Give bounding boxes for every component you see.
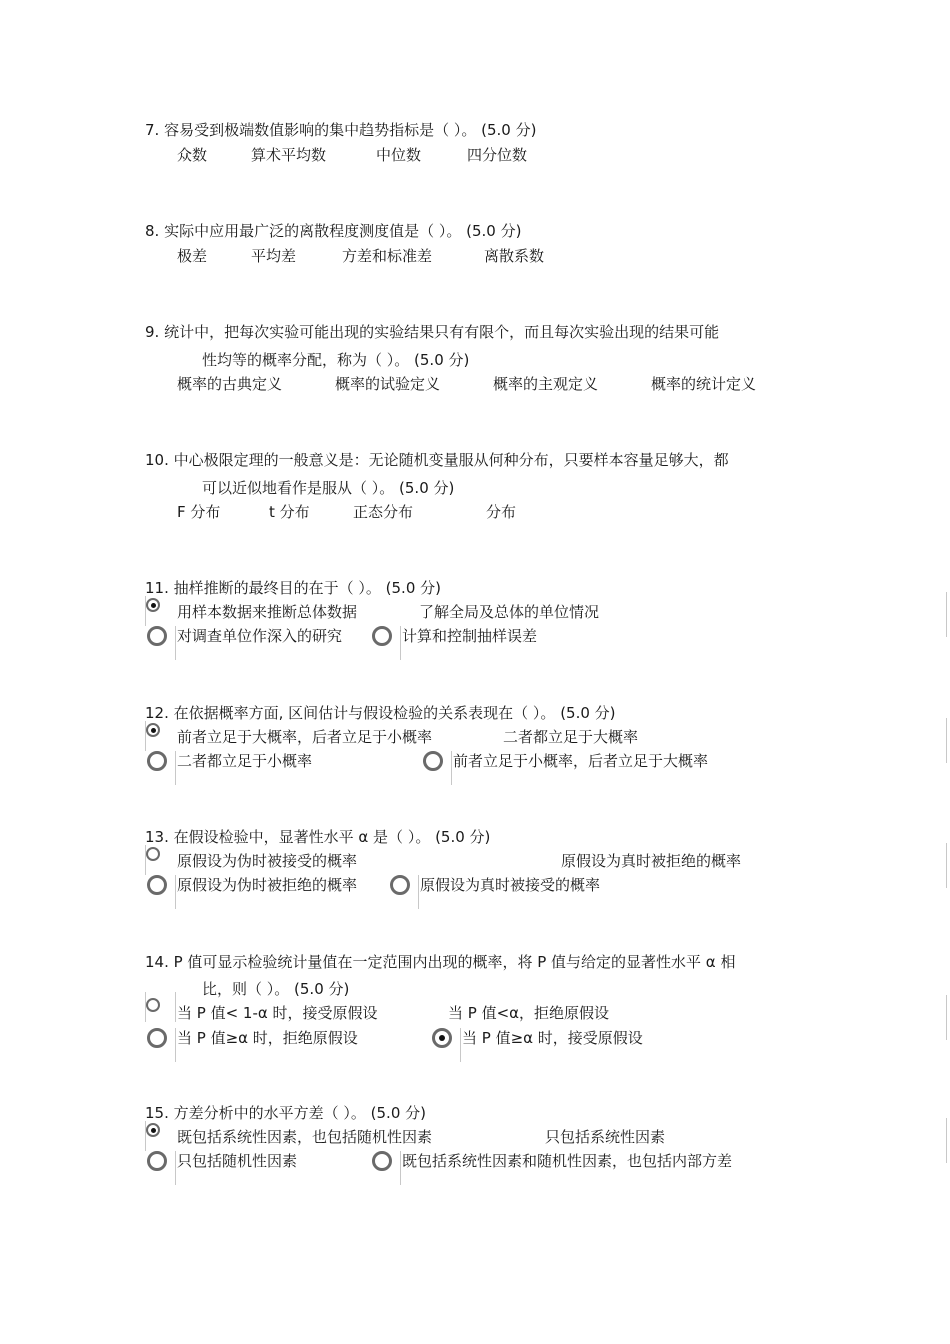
- question-text-cont: 比，则（ ）。 (5.0 分): [202, 980, 350, 998]
- option-c[interactable]: 中位数: [376, 146, 422, 164]
- option-d[interactable]: 概率的统计定义: [651, 375, 757, 393]
- frame-edge: [946, 718, 947, 763]
- frame-edge: [946, 843, 947, 888]
- option-a[interactable]: 前者立足于大概率，后者立足于小概率: [177, 728, 433, 746]
- question-text: 10. 中心极限定理的一般意义是：无论随机变量服从何种分布，只要样本容量足够大，都: [145, 451, 729, 469]
- option-b[interactable]: t 分布: [269, 503, 310, 521]
- option-b[interactable]: 原假设为真时被拒绝的概率: [561, 852, 742, 870]
- option-a[interactable]: 用样本数据来推断总体数据: [177, 603, 358, 621]
- frame-edge: [946, 995, 947, 1040]
- option-c[interactable]: 二者都立足于小概率: [177, 752, 313, 770]
- option-a[interactable]: 极差: [177, 247, 208, 265]
- frame-edge: [946, 1118, 947, 1163]
- radio-option-c[interactable]: [147, 875, 167, 895]
- option-d[interactable]: 计算和控制抽样误差: [402, 627, 538, 645]
- option-b[interactable]: 平均差: [251, 247, 297, 265]
- radio-option-c[interactable]: [147, 1028, 167, 1048]
- question-text-cont: 性均等的概率分配，称为（ ）。 (5.0 分): [202, 351, 470, 369]
- option-d[interactable]: 既包括系统性因素和随机性因素，也包括内部方差: [402, 1152, 733, 1170]
- option-b[interactable]: 只包括系统性因素: [545, 1128, 666, 1146]
- question-text: 8. 实际中应用最广泛的离散程度测度值是（ ）。 (5.0 分): [145, 222, 522, 240]
- radio-option-a-selected[interactable]: [146, 723, 160, 737]
- radio-option-c[interactable]: [147, 1151, 167, 1171]
- option-b[interactable]: 当 P 值<α，拒绝原假设: [448, 1004, 610, 1022]
- option-d[interactable]: 分布: [486, 503, 517, 521]
- option-b[interactable]: 概率的试验定义: [335, 375, 441, 393]
- option-c[interactable]: 概率的主观定义: [493, 375, 599, 393]
- option-c[interactable]: 对调查单位作深入的研究: [177, 627, 343, 645]
- radio-option-d[interactable]: [372, 626, 392, 646]
- option-d[interactable]: 离散系数: [484, 247, 545, 265]
- question-text-cont: 可以近似地看作是服从（ ）。 (5.0 分): [202, 479, 455, 497]
- radio-option-d[interactable]: [423, 751, 443, 771]
- option-d[interactable]: 四分位数: [467, 146, 528, 164]
- radio-option-d-selected[interactable]: [432, 1028, 452, 1048]
- option-a[interactable]: 概率的古典定义: [177, 375, 283, 393]
- option-b[interactable]: 算术平均数: [251, 146, 327, 164]
- option-a[interactable]: F 分布: [177, 503, 221, 521]
- option-a[interactable]: 众数: [177, 146, 208, 164]
- radio-option-c[interactable]: [147, 626, 167, 646]
- radio-option-d[interactable]: [372, 1151, 392, 1171]
- option-a[interactable]: 原假设为伪时被接受的概率: [177, 852, 358, 870]
- option-d[interactable]: 原假设为真时被接受的概率: [420, 876, 601, 894]
- radio-option-a[interactable]: [146, 998, 160, 1012]
- question-text: 13. 在假设检验中，显著性水平 α 是（ ）。 (5.0 分): [145, 828, 491, 846]
- option-c[interactable]: 当 P 值≥α 时，拒绝原假设: [177, 1029, 358, 1047]
- radio-option-a-selected[interactable]: [146, 1123, 160, 1137]
- radio-option-a-selected[interactable]: [146, 598, 160, 612]
- option-b[interactable]: 了解全局及总体的单位情况: [419, 603, 600, 621]
- radio-option-c[interactable]: [147, 751, 167, 771]
- option-c[interactable]: 原假设为伪时被拒绝的概率: [177, 876, 358, 894]
- question-text: 9. 统计中，把每次实验可能出现的实验结果只有有限个，而且每次实验出现的结果可能: [145, 323, 720, 341]
- option-c[interactable]: 只包括随机性因素: [177, 1152, 298, 1170]
- question-text: 7. 容易受到极端数值影响的集中趋势指标是（ ）。 (5.0 分): [145, 121, 537, 139]
- radio-option-a[interactable]: [146, 847, 160, 861]
- option-c[interactable]: 正态分布: [353, 503, 414, 521]
- option-b[interactable]: 二者都立足于大概率: [503, 728, 639, 746]
- option-a[interactable]: 当 P 值< 1-α 时，接受原假设: [177, 1004, 378, 1022]
- option-d[interactable]: 前者立足于小概率，后者立足于大概率: [453, 752, 709, 770]
- frame-edge: [946, 592, 947, 637]
- radio-option-d[interactable]: [390, 875, 410, 895]
- question-text: 11. 抽样推断的最终目的在于（ ）。 (5.0 分): [145, 579, 441, 597]
- question-text: 14. P 值可显示检验统计量值在一定范围内出现的概率，将 P 值与给定的显著性水平 α 相: [145, 953, 736, 971]
- question-text: 15. 方差分析中的水平方差（ ）。 (5.0 分): [145, 1104, 426, 1122]
- question-text: 12. 在依据概率方面, 区间估计与假设检验的关系表现在（ ）。 (5.0 分): [145, 704, 616, 722]
- option-d[interactable]: 当 P 值≥α 时，接受原假设: [462, 1029, 643, 1047]
- option-a[interactable]: 既包括系统性因素，也包括随机性因素: [177, 1128, 433, 1146]
- option-c[interactable]: 方差和标准差: [342, 247, 433, 265]
